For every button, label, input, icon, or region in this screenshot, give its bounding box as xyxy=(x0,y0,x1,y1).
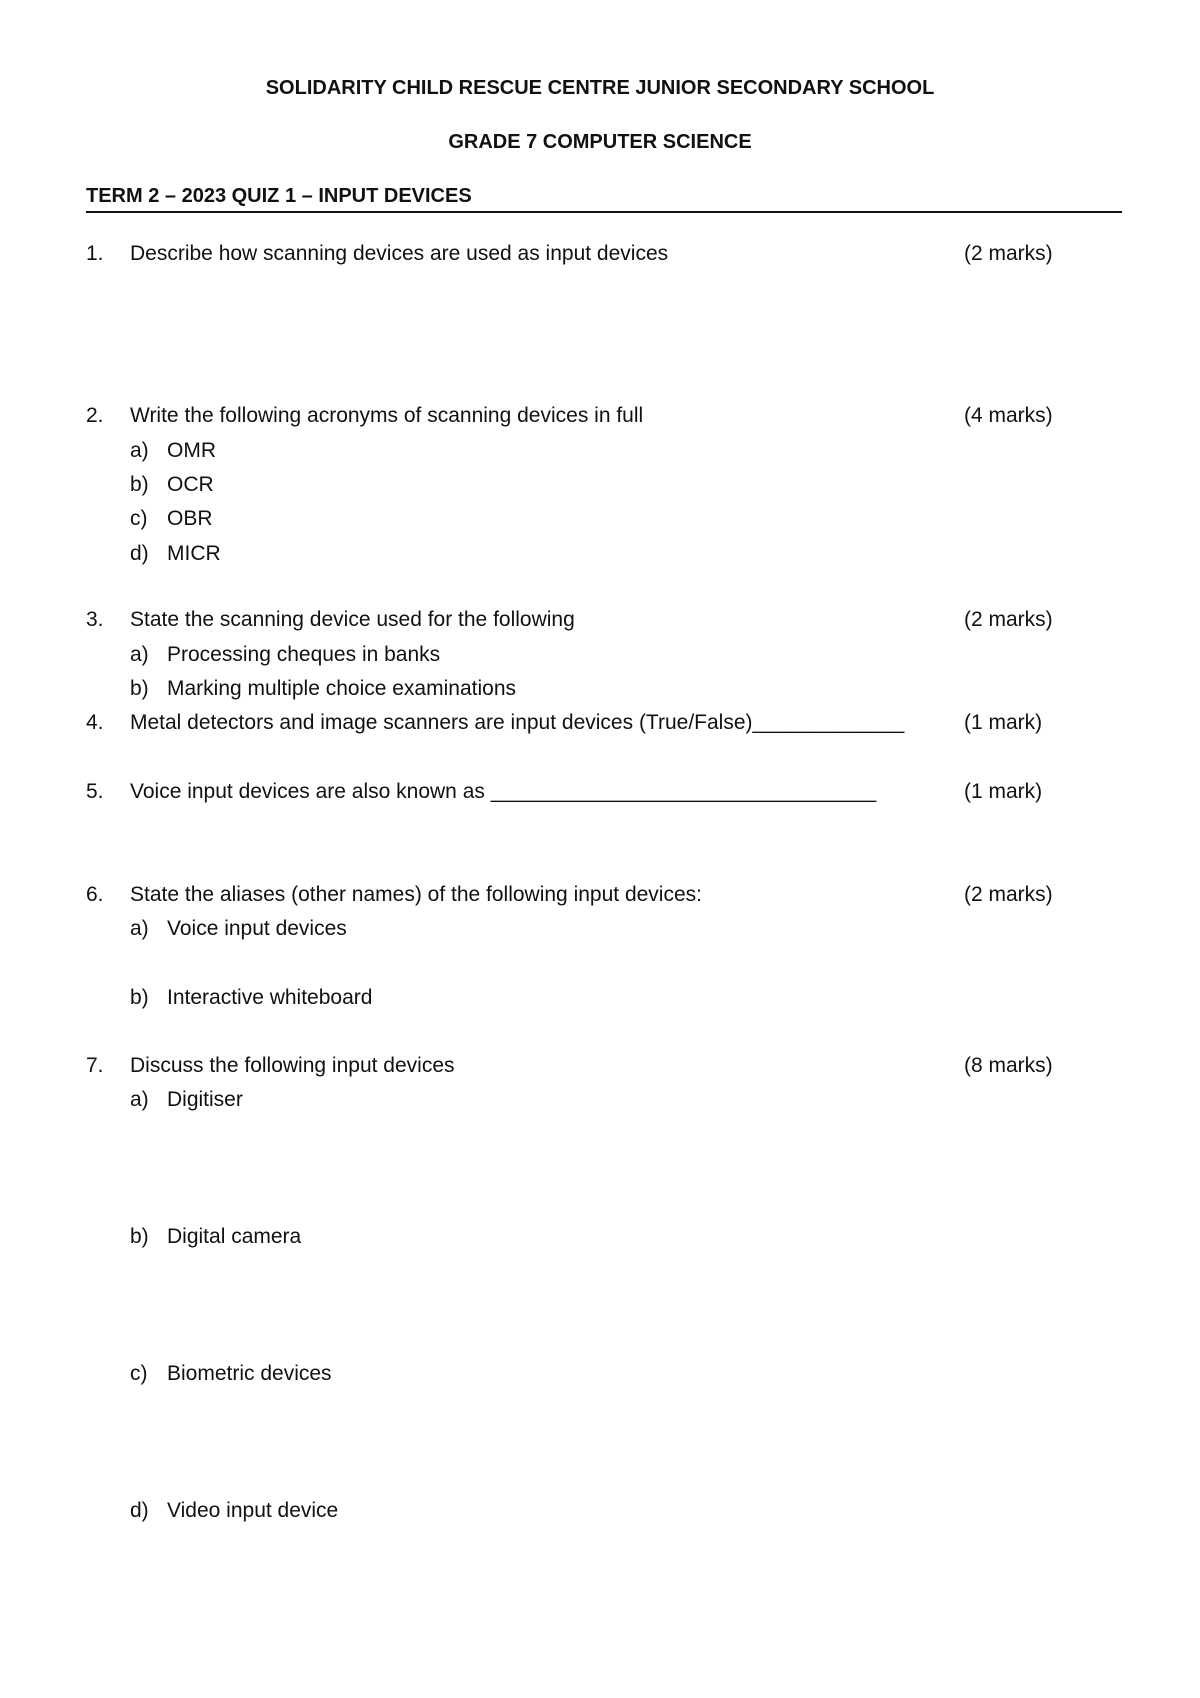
sub-item-text: Digitiser xyxy=(167,1088,243,1111)
question-text: Discuss the following input devices xyxy=(130,1054,455,1077)
sub-item-text: Processing cheques in banks xyxy=(167,643,441,666)
question-number: 5. xyxy=(86,780,104,803)
sub-item-letter: a) xyxy=(130,439,149,462)
sub-item-text: Interactive whiteboard xyxy=(167,986,373,1009)
sub-item-text: Biometric devices xyxy=(167,1362,332,1385)
question-marks: (1 mark) xyxy=(964,780,1043,803)
question-text: Metal detectors and image scanners are input devices (True/False)_____________ xyxy=(130,711,905,734)
question-number: 7. xyxy=(86,1054,104,1077)
sub-item-letter: d) xyxy=(130,1499,149,1522)
question-marks: (1 mark) xyxy=(964,711,1043,734)
question-text: Describe how scanning devices are used as input devices xyxy=(130,242,669,265)
sub-item-letter: b) xyxy=(130,1225,149,1248)
question-text: State the scanning device used for the following xyxy=(130,608,575,631)
sub-item-text: OBR xyxy=(167,507,213,530)
grade-subject: GRADE 7 COMPUTER SCIENCE xyxy=(448,131,752,153)
sub-item-text: OCR xyxy=(167,473,214,496)
question-marks: (8 marks) xyxy=(964,1054,1053,1077)
sub-item-text: Voice input devices xyxy=(167,917,347,940)
question-number: 3. xyxy=(86,608,104,631)
sub-item-letter: a) xyxy=(130,917,149,940)
sub-item-letter: d) xyxy=(130,542,149,565)
sub-item-letter: a) xyxy=(130,1088,149,1111)
title-underline xyxy=(86,211,1122,213)
sub-item-letter: a) xyxy=(130,643,149,666)
question-number: 1. xyxy=(86,242,104,265)
sub-item-text: Digital camera xyxy=(167,1225,302,1248)
sub-item-letter: b) xyxy=(130,677,149,700)
question-text: State the aliases (other names) of the following input devices: xyxy=(130,883,702,906)
question-number: 6. xyxy=(86,883,104,906)
sub-item-letter: b) xyxy=(130,473,149,496)
term-title: TERM 2 – 2023 QUIZ 1 – INPUT DEVICES xyxy=(86,185,472,207)
question-text: Voice input devices are also known as _________________________________ xyxy=(130,780,877,803)
question-number: 4. xyxy=(86,711,104,734)
sub-item-text: Video input device xyxy=(167,1499,339,1522)
question-number: 2. xyxy=(86,404,104,427)
sub-item-text: Marking multiple choice examinations xyxy=(167,677,516,700)
sub-item-letter: c) xyxy=(130,507,148,530)
school-name: SOLIDARITY CHILD RESCUE CENTRE JUNIOR SECONDARY SCHOOL xyxy=(265,77,935,99)
question-marks: (4 marks) xyxy=(964,404,1053,427)
sub-item-text: OMR xyxy=(167,439,216,462)
sub-item-letter: b) xyxy=(130,986,149,1009)
question-marks: (2 marks) xyxy=(964,883,1053,906)
question-marks: (2 marks) xyxy=(964,242,1053,265)
sub-item-letter: c) xyxy=(130,1362,148,1385)
question-marks: (2 marks) xyxy=(964,608,1053,631)
sub-item-text: MICR xyxy=(167,542,221,565)
question-text: Write the following acronyms of scanning devices in full xyxy=(130,404,644,427)
